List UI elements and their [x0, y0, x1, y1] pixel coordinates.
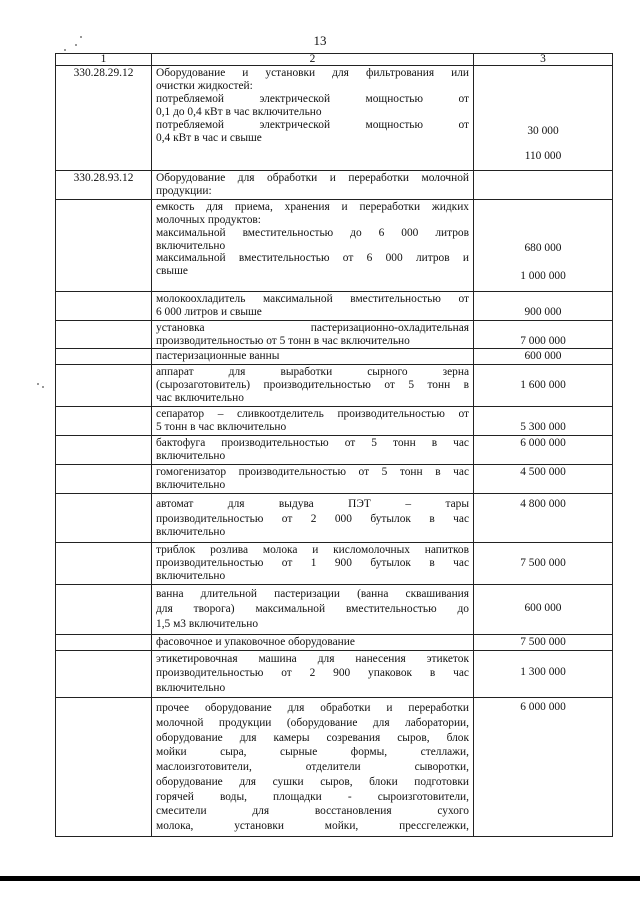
table-row [56, 365, 613, 407]
amount-cell [474, 171, 613, 200]
amount-cell: 6 000 000 [474, 698, 613, 836]
scan-speck [42, 386, 44, 388]
table-row [56, 464, 613, 493]
empty-code-cell [56, 650, 152, 698]
amount-cell: 680 000 1 000 000 [474, 199, 613, 291]
amount-cell: 7 000 000 [474, 320, 613, 349]
table-row [56, 171, 613, 200]
column-header-2: 2 [152, 54, 474, 66]
empty-code-cell [56, 407, 152, 436]
table-row [56, 349, 613, 365]
table-row [56, 435, 613, 464]
amount-cell: 900 000 [474, 291, 613, 320]
amount-cell: 6 000 000 [474, 435, 613, 464]
scan-speck [80, 36, 82, 38]
table-row [56, 543, 613, 585]
table-row [56, 650, 613, 698]
empty-code-cell [56, 365, 152, 407]
equipment-description: ванна длительной пастеризации (ванна сквашивания для творога) максимальной вместительностью до 1,5 м3 включительно [152, 584, 474, 634]
okved-code: 330.28.93.12 [56, 171, 152, 200]
equipment-description: бактофуга производительностью от 5 тонн в час включительно [152, 435, 474, 464]
equipment-description: молокоохладитель максимальной вместительностью от 6 000 литров и свыше [152, 291, 474, 320]
column-header-1: 1 [56, 54, 152, 66]
scan-edge-bar [0, 876, 640, 881]
table-row [56, 407, 613, 436]
scan-speck [37, 383, 39, 385]
equipment-description: этикетировочная машина для нанесения этикеток производительностью от 2 900 упаковок в час включительно [152, 650, 474, 698]
equipment-description: гомогенизатор производительностью от 5 тонн в час включительно [152, 464, 474, 493]
table-row [56, 634, 613, 650]
table-row [56, 698, 613, 836]
empty-code-cell [56, 493, 152, 543]
amount-cell: 7 500 000 [474, 634, 613, 650]
empty-code-cell [56, 464, 152, 493]
amount-cell: 30 000 110 000 [474, 66, 613, 171]
empty-code-cell [56, 634, 152, 650]
empty-code-cell [56, 435, 152, 464]
amount-cell: 600 000 [474, 584, 613, 634]
empty-code-cell [56, 584, 152, 634]
empty-code-cell [56, 320, 152, 349]
amount-cell: 4 500 000 [474, 464, 613, 493]
okved-code: 330.28.29.12 [56, 66, 152, 171]
equipment-description: сепаратор – сливкоотделитель производительностью от 5 тонн в час включительно [152, 407, 474, 436]
equipment-description: Оборудование и установки для фильтрования или очистки жидкостей: потребляемой электрической мощностью от 0,1 до 0,4 кВт в час включительно потребляемой электрической мощностью от 0,4 кВт в час и свыше [152, 66, 474, 171]
amount-cell: 7 500 000 [474, 543, 613, 585]
empty-code-cell [56, 543, 152, 585]
tariff-table [55, 53, 613, 837]
scan-speck [64, 49, 66, 51]
equipment-description: аппарат для выработки сырного зерна (сырозаготовитель) производительностью от 5 тонн в час включительно [152, 365, 474, 407]
equipment-description: прочее оборудование для обработки и переработки молочной продукции (оборудование для лаборатории, оборудование для камеры созревания сыров, блок мойки сыра, сырные формы, стеллажи, маслоизготовители, отделители сыворотки, оборудование для сушки сыров, блоки подготовки горячей воды, площадки - сыроизготовители, смесители для восстановления сухого молока, установки мойки, прессгележки, [152, 698, 474, 836]
column-header-3: 3 [474, 54, 613, 66]
amount-cell: 4 800 000 [474, 493, 613, 543]
table-row [56, 66, 613, 171]
page-number: 13 [313, 33, 327, 48]
equipment-description: пастеризационные ванны [152, 349, 474, 365]
equipment-description: установка пастеризационно-охладительная производительностью от 5 тонн в час включительно [152, 320, 474, 349]
amount-cell: 1 300 000 [474, 650, 613, 698]
table-row [56, 320, 613, 349]
equipment-description: фасовочное и упаковочное оборудование [152, 634, 474, 650]
table-row [56, 493, 613, 543]
empty-code-cell [56, 291, 152, 320]
equipment-description: автомат для выдува ПЭТ – тары производительностью от 2 000 бутылок в час включительно [152, 493, 474, 543]
empty-code-cell [56, 698, 152, 836]
amount-cell: 1 600 000 [474, 365, 613, 407]
empty-code-cell [56, 349, 152, 365]
equipment-description: Оборудование для обработки и переработки молочной продукции: [152, 171, 474, 200]
equipment-description: триблок розлива молока и кисломолочных напитков производительностью от 1 900 бутылок в час включительно [152, 543, 474, 585]
table-row [56, 291, 613, 320]
table-header-row [56, 54, 613, 66]
table-row [56, 199, 613, 291]
empty-code-cell [56, 199, 152, 291]
equipment-description: емкость для приема, хранения и переработки жидких молочных продуктов: максимальной вместительностью до 6 000 литров включительно максимальной вместительностью от 6 000 литров и свыше [152, 199, 474, 291]
scan-speck [75, 44, 77, 46]
table-row [56, 584, 613, 634]
amount-cell: 600 000 [474, 349, 613, 365]
amount-cell: 5 300 000 [474, 407, 613, 436]
